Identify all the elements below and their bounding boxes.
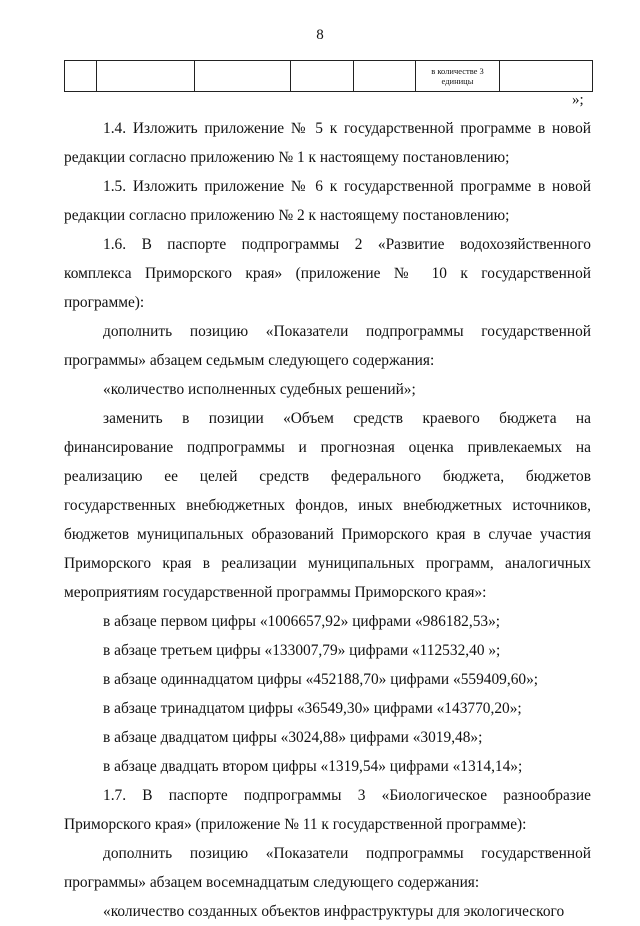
paragraph-change-20: в абзаце двадцатом цифры «3024,88» цифрами «3019,48»;: [103, 729, 483, 746]
document-body: [64, 114, 591, 926]
paragraph-1-4: 1.4. Изложить приложение № 5 к государственной программе в новой редакции согласно приложению № 1 к настоящему постановлению;: [64, 120, 591, 166]
paragraph-1-7: 1.7. В паспорте подпрограммы 3 «Биологическое разнообразие Приморского края» (приложение № 11 к государственной программе):: [64, 787, 591, 833]
paragraph-change-3: в абзаце третьем цифры «133007,79» цифрами «112532,40 »;: [103, 642, 501, 659]
paragraph-change-13: в абзаце тринадцатом цифры «36549,30» цифрами «143770,20»;: [103, 700, 522, 717]
table-cell: [500, 61, 593, 92]
closing-quote: »;: [572, 92, 584, 108]
table-fragment: [64, 60, 593, 92]
table-cell: [291, 61, 354, 92]
paragraph-add-position: дополнить позицию «Показатели подпрограммы государственной программы» абзацем седьмым следующего содержания:: [64, 323, 591, 369]
paragraph-change-22: в абзаце двадцать втором цифры «1319,54» цифрами «1314,14»;: [103, 758, 523, 775]
paragraph-1-5: 1.5. Изложить приложение № 6 к государственной программе в новой редакции согласно приложению № 2 к настоящему постановлению;: [64, 178, 591, 224]
paragraph-add-position-2: дополнить позицию «Показатели подпрограммы государственной программы» абзацем восемнадцатым следующего содержания:: [64, 845, 591, 891]
page-number: 8: [316, 27, 324, 43]
table-row: [65, 61, 593, 92]
table-cell: [65, 61, 97, 92]
paragraph-quoted-indicator: «количество исполненных судебных решений»;: [103, 381, 416, 398]
table-cell: [195, 61, 291, 92]
paragraph-change-11: в абзаце одиннадцатом цифры «452188,70» цифрами «559409,60»;: [103, 671, 539, 688]
table-cell: [354, 61, 416, 92]
paragraph-replace: заменить в позиции «Объем средств краевого бюджета на финансирование подпрограммы и прогнозная оценка привлекаемых на реализацию ее целей средств федерального бюджета, бюджетов государственных внебюджетных фондов, иных внебюджетных источников, бюджетов муниципальных образований Приморского края в случае участия Приморского края в реализации муниципальных программ, аналогичных мероприятиям государственной программы Приморского края»:: [64, 410, 591, 601]
table-cell-quantity: в количестве 3 единицы: [416, 61, 500, 92]
paragraph-quoted-indicator-2: «количество созданных объектов инфраструктуры для экологического: [103, 903, 565, 920]
paragraph-1-6: 1.6. В паспорте подпрограммы 2 «Развитие водохозяйственного комплекса Приморского края» (приложение № 10 к государственной программе):: [64, 236, 591, 311]
table-cell: [97, 61, 195, 92]
paragraph-change-1: в абзаце первом цифры «1006657,92» цифрами «986182,53»;: [103, 613, 501, 630]
